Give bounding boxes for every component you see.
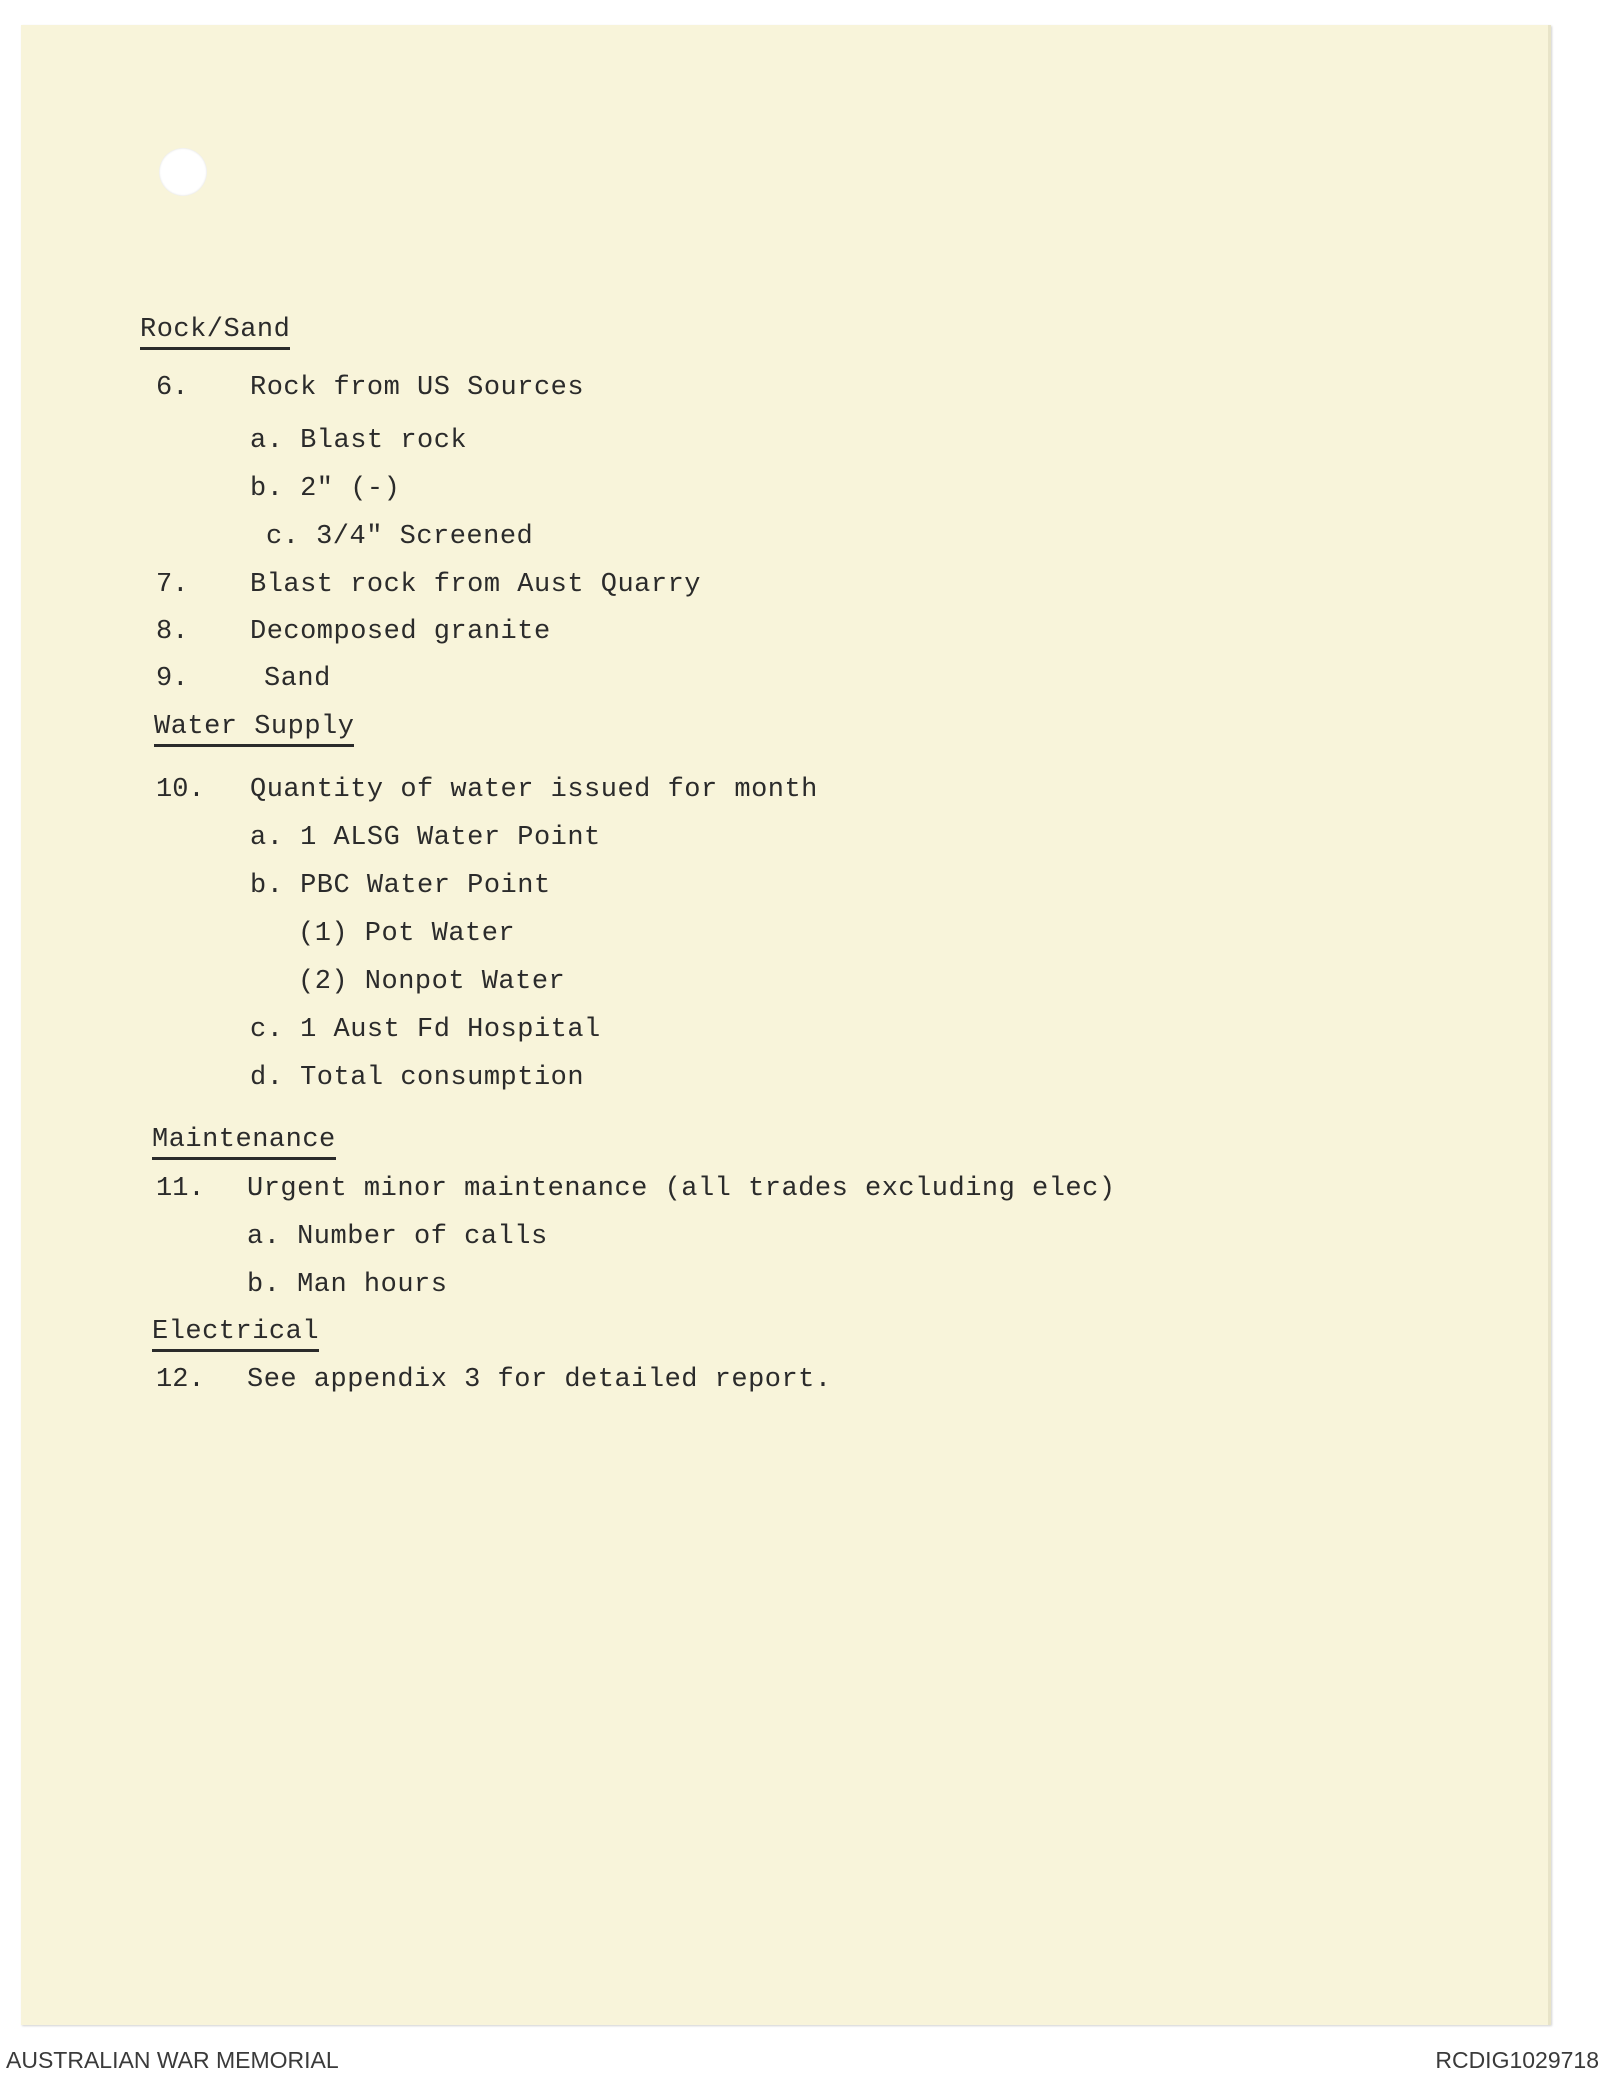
item-6b-text: b. 2" (-) <box>250 474 401 504</box>
footer-document-id: RCDIG1029718 <box>1435 2047 1599 2073</box>
item-10a-text: a. 1 ALSG Water Point <box>250 823 601 853</box>
item-number-8: 8. <box>156 617 189 647</box>
item-number-11: 11. <box>156 1174 205 1204</box>
item-8-text: Decomposed granite <box>250 617 551 647</box>
item-6a-text: a. Blast rock <box>250 426 468 456</box>
item-12-text: See appendix 3 for detailed report. <box>247 1365 832 1395</box>
heading-water-supply: Water Supply <box>154 712 354 747</box>
item-number-9: 9. <box>156 664 189 694</box>
item-number-10: 10. <box>156 775 205 805</box>
item-10b1-text: (1) Pot Water <box>298 919 516 949</box>
item-number-6: 6. <box>156 373 189 403</box>
item-9-text: Sand <box>264 664 331 694</box>
page-edge <box>1548 25 1551 2025</box>
item-6c-text: c. 3/4" Screened <box>266 522 534 552</box>
heading-electrical: Electrical <box>152 1317 319 1352</box>
item-11b-text: b. Man hours <box>247 1270 448 1300</box>
item-10b-text: b. PBC Water Point <box>250 871 551 901</box>
heading-maintenance: Maintenance <box>152 1125 336 1160</box>
item-number-7: 7. <box>156 570 189 600</box>
item-10d-text: d. Total consumption <box>250 1063 585 1093</box>
item-10b2-text: (2) Nonpot Water <box>298 967 566 997</box>
item-10c-text: c. 1 Aust Fd Hospital <box>250 1015 601 1045</box>
item-number-12: 12. <box>156 1365 205 1395</box>
item-10-text: Quantity of water issued for month <box>250 775 818 805</box>
item-11-text: Urgent minor maintenance (all trades excluding elec) <box>247 1174 1116 1204</box>
item-6-text: Rock from US Sources <box>250 373 585 403</box>
heading-rock-sand: Rock/Sand <box>140 315 290 350</box>
item-7-text: Blast rock from Aust Quarry <box>250 570 701 600</box>
punch-hole <box>159 148 207 196</box>
item-11a-text: a. Number of calls <box>247 1222 548 1252</box>
footer-source-label: AUSTRALIAN WAR MEMORIAL <box>6 2047 339 2073</box>
